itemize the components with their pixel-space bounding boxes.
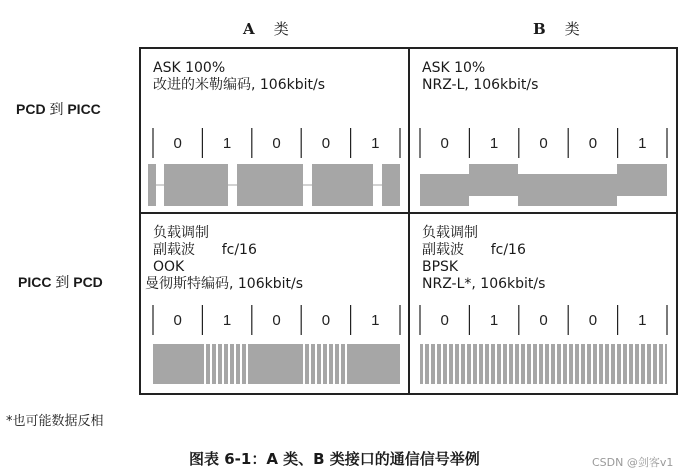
a-picc-bit-label: 0 — [173, 312, 182, 329]
a-pcd-carrier-segment — [148, 164, 156, 206]
b-picc-subcarrier-gap — [429, 344, 431, 384]
a-picc-bit-label: 0 — [321, 312, 331, 329]
cell-a-pcd-line-1: ASK 100% — [153, 60, 226, 76]
cell-b-picc-line-4: NRZ-L*, 106kbit/s — [422, 276, 546, 292]
b-picc-subcarrier-gap — [603, 344, 605, 384]
b-picc-subcarrier-gap — [609, 344, 611, 384]
column-b-label: B — [533, 20, 546, 38]
row1-to: PICC — [67, 101, 101, 117]
b-picc-subcarrier-gap — [657, 344, 659, 384]
b-picc-subcarrier-gap — [573, 344, 575, 384]
b-pcd-bit-label: 0 — [539, 135, 548, 152]
row2-from: PICC — [18, 274, 52, 290]
b-pcd-bit-label: 1 — [489, 135, 499, 152]
b-picc-bit-label: 1 — [489, 312, 499, 329]
b-picc-subcarrier-gap — [567, 344, 569, 384]
a-pcd-carrier-segment — [312, 164, 373, 206]
a-picc-subcarrier-gap — [315, 344, 317, 384]
row2-to: PCD — [73, 274, 103, 290]
a-pcd-bit-label: 1 — [371, 135, 380, 152]
a-picc-subcarrier-gap — [339, 344, 341, 384]
b-picc-subcarrier-gap — [597, 344, 599, 384]
row1-from: PCD — [16, 101, 46, 117]
b-picc-bit-label: 1 — [638, 312, 647, 329]
a-pcd-bit-label: 1 — [222, 135, 232, 152]
cell-b-pcd-line-2: NRZ-L, 106kbit/s — [422, 77, 539, 93]
b-picc-subcarrier-gap — [477, 344, 479, 384]
b-picc-subcarrier-gap — [561, 344, 563, 384]
b-picc-bit-label: 0 — [440, 312, 449, 329]
a-picc-subcarrier-gap — [210, 344, 212, 384]
b-picc-subcarrier-gap — [519, 344, 521, 384]
b-picc-subcarrier-gap — [435, 344, 437, 384]
a-picc-subcarrier-gap — [333, 344, 335, 384]
a-picc-subcarrier-gap — [246, 344, 248, 384]
column-a-label: A — [243, 20, 255, 38]
a-pcd-bit-label: 0 — [272, 135, 281, 152]
b-picc-bit-label: 0 — [539, 312, 548, 329]
cell-a-picc-line-1: 负载调制 — [153, 225, 209, 241]
a-pcd-carrier-segment — [164, 164, 228, 206]
a-picc-subcarrier-gap — [204, 344, 206, 384]
b-picc-subcarrier-gap — [453, 344, 455, 384]
row2-to-word: 到 — [55, 274, 70, 290]
b-picc-subcarrier-gap — [621, 344, 623, 384]
watermark: CSDN @剑客v1 — [592, 456, 674, 469]
cell-b-pcd-line-1: ASK 10% — [422, 60, 486, 76]
a-picc-subcarrier-gap — [345, 344, 347, 384]
b-picc-subcarrier-gap — [441, 344, 443, 384]
cell-a-picc-line-2: 副载波 fc/16 — [153, 242, 257, 258]
b-picc-subcarrier-gap — [459, 344, 461, 384]
a-pcd-bit-label: 0 — [321, 135, 331, 152]
b-pcd-bit-label: 0 — [440, 135, 449, 152]
cell-a-picc-line-3: OOK — [153, 259, 185, 275]
a-pcd-carrier-segment — [382, 164, 400, 206]
row1-to-word: 到 — [49, 101, 64, 117]
b-picc-subcarrier-gap — [639, 344, 641, 384]
b-picc-subcarrier-gap — [531, 344, 533, 384]
a-picc-subcarrier-gap — [222, 344, 224, 384]
b-picc-subcarrier-gap — [633, 344, 635, 384]
b-pcd-ask-envelope — [420, 164, 667, 206]
a-pcd-carrier-segment — [237, 164, 303, 206]
a-picc-subcarrier-gap — [240, 344, 242, 384]
cell-a-picc-line-4: 曼彻斯特编码, 106kbit/s — [145, 276, 304, 292]
b-picc-subcarrier-gap — [507, 344, 509, 384]
a-picc-subcarrier-gap — [327, 344, 329, 384]
b-pcd-bit-label: 1 — [638, 135, 647, 152]
a-picc-subcarrier-band — [153, 344, 400, 384]
b-picc-subcarrier-gap — [591, 344, 593, 384]
waveforms-group — [148, 128, 667, 384]
b-picc-subcarrier-gap — [663, 344, 665, 384]
a-pcd-bit-label: 0 — [173, 135, 182, 152]
a-picc-subcarrier-gap — [216, 344, 218, 384]
b-picc-subcarrier-gap — [615, 344, 617, 384]
b-picc-subcarrier-gap — [537, 344, 539, 384]
a-picc-subcarrier-gap — [228, 344, 230, 384]
footnote: *也可能数据反相 — [6, 414, 104, 429]
cell-b-picc-line-3: BPSK — [422, 259, 459, 275]
a-picc-bit-label: 1 — [222, 312, 232, 329]
b-pcd-bit-label: 0 — [588, 135, 598, 152]
b-picc-bit-label: 0 — [588, 312, 598, 329]
b-picc-subcarrier-gap — [495, 344, 497, 384]
b-picc-subcarrier-gap — [549, 344, 551, 384]
b-picc-subcarrier-gap — [555, 344, 557, 384]
column-a-suffix: 类 — [273, 20, 289, 38]
a-picc-subcarrier-gap — [321, 344, 323, 384]
a-picc-subcarrier-gap — [303, 344, 305, 384]
b-picc-subcarrier-gap — [579, 344, 581, 384]
b-picc-subcarrier-gap — [423, 344, 425, 384]
a-picc-bit-label: 0 — [272, 312, 281, 329]
a-picc-subcarrier-gap — [309, 344, 311, 384]
cell-a-pcd-line-2: 改进的米勒编码, 106kbit/s — [153, 77, 326, 93]
a-picc-bit-label: 1 — [371, 312, 380, 329]
b-picc-subcarrier-gap — [465, 344, 467, 384]
b-picc-subcarrier-gap — [651, 344, 653, 384]
column-b-suffix: 类 — [564, 20, 580, 38]
b-picc-subcarrier-gap — [501, 344, 503, 384]
b-picc-subcarrier-gap — [447, 344, 449, 384]
figure-caption: 图表 6-1：A 类、B 类接口的通信信号举例 — [189, 450, 480, 468]
a-picc-subcarrier-gap — [234, 344, 236, 384]
b-picc-subcarrier-gap — [645, 344, 647, 384]
b-picc-subcarrier-gap — [513, 344, 515, 384]
b-picc-subcarrier-gap — [627, 344, 629, 384]
b-picc-subcarrier-gap — [585, 344, 587, 384]
cell-b-picc-line-2: 副载波 fc/16 — [422, 242, 526, 258]
b-picc-subcarrier-gap — [483, 344, 485, 384]
b-picc-subcarrier-gap — [471, 344, 473, 384]
cell-b-picc-line-1: 负载调制 — [422, 225, 478, 241]
b-picc-subcarrier-gap — [525, 344, 527, 384]
b-picc-subcarrier-gap — [489, 344, 491, 384]
b-picc-subcarrier-gap — [543, 344, 545, 384]
